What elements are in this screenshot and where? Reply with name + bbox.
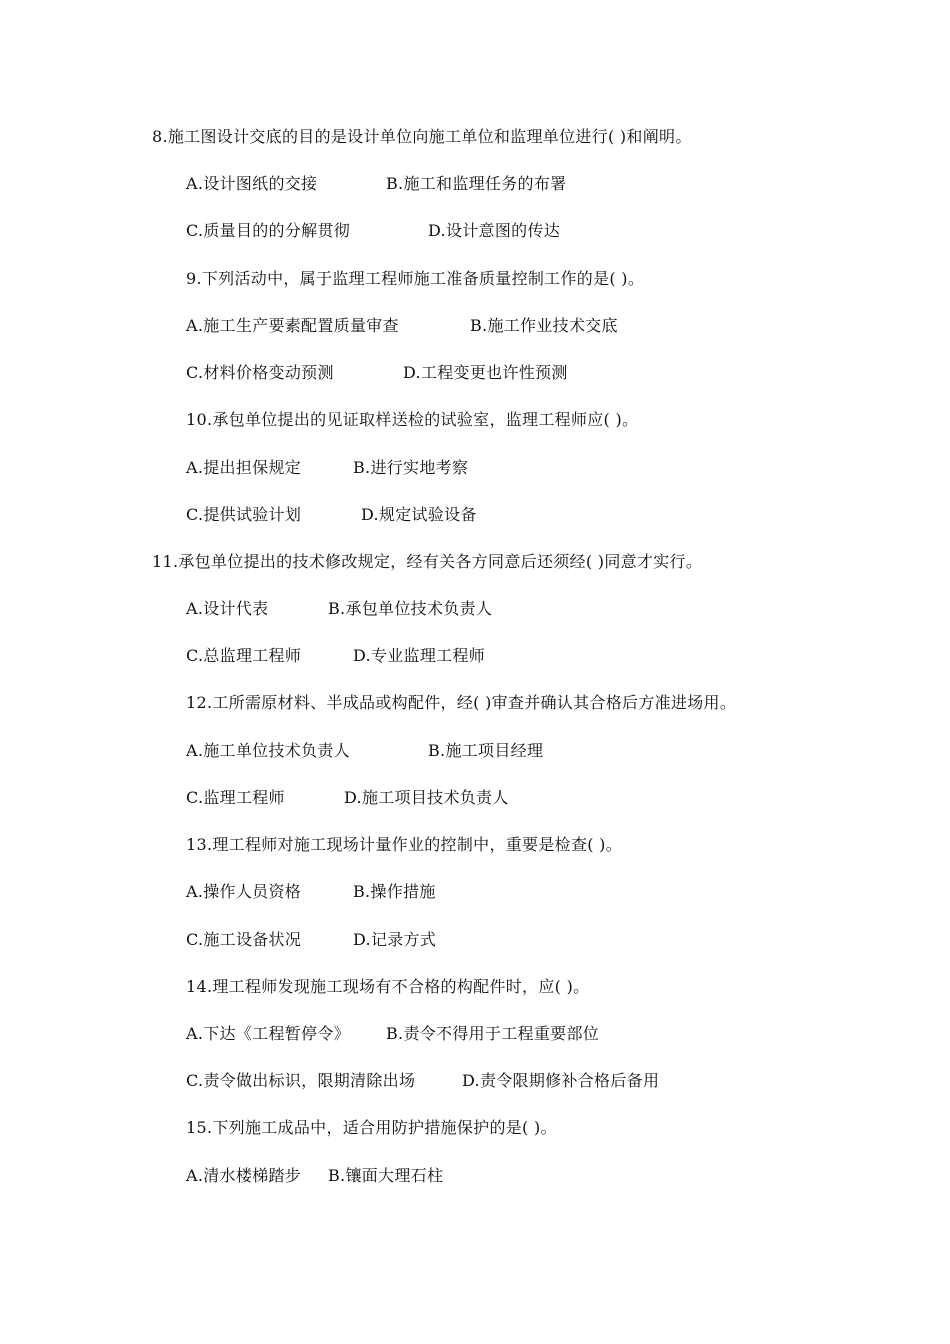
question-11-option-c: C.总监理工程师 <box>186 646 302 665</box>
question-12-stem: 12.工所需原材料、半成品或构配件，经( )审查并确认其合格后方准进场用。 <box>186 693 737 712</box>
question-14-stem: 14.理工程师发现施工现场有不合格的构配件时，应( )。 <box>186 977 590 996</box>
question-13-stem: 13.理工程师对施工现场计量作业的控制中，重要是检查( )。 <box>186 835 623 854</box>
question-15-option-a: A.清水楼梯踏步 <box>186 1166 302 1185</box>
question-12-option-d: D.施工项目技术负责人 <box>344 788 509 807</box>
question-13-option-a: A.操作人员资格 <box>186 882 302 901</box>
question-14-option-c: C.责令做出标识，限期清除出场 <box>186 1071 416 1090</box>
question-9-option-a: A.施工生产要素配置质量审查 <box>186 316 399 335</box>
question-9-stem: 9.下列活动中，属于监理工程师施工准备质量控制工作的是( )。 <box>186 269 645 288</box>
question-10-option-d: D.规定试验设备 <box>361 505 477 524</box>
question-8-option-d: D.设计意图的传达 <box>428 221 561 240</box>
question-12-option-c: C.监理工程师 <box>186 788 285 807</box>
question-9-option-c: C.材料价格变动预测 <box>186 363 334 382</box>
question-12-option-b: B.施工项目经理 <box>428 741 544 760</box>
question-11-option-b: B.承包单位技术负责人 <box>328 599 493 618</box>
question-10-stem: 10.承包单位提出的见证取样送检的试验室，监理工程师应( )。 <box>186 410 639 429</box>
question-11-stem: 11.承包单位提出的技术修改规定，经有关各方同意后还须经( )同意才实行。 <box>152 552 703 571</box>
question-11-option-d: D.专业监理工程师 <box>353 646 486 665</box>
question-8-option-b: B.施工和监理任务的布署 <box>386 174 567 193</box>
question-11-option-a: A.设计代表 <box>186 599 269 618</box>
question-15-option-b: B.镶面大理石柱 <box>328 1166 444 1185</box>
question-15-stem: 15.下列施工成品中，适合用防护措施保护的是( )。 <box>186 1118 557 1137</box>
question-8-option-a: A.设计图纸的交接 <box>186 174 318 193</box>
question-14-option-a: A.下达《工程暂停令》 <box>186 1024 350 1043</box>
question-14-option-d: D.责令限期修补合格后备用 <box>462 1071 660 1090</box>
question-10-option-a: A.提出担保规定 <box>186 458 302 477</box>
question-13-option-d: D.记录方式 <box>353 930 437 949</box>
question-10-option-b: B.进行实地考察 <box>353 458 469 477</box>
question-8-stem: 8.施工图设计交底的目的是设计单位向施工单位和监理单位进行( )和阐明。 <box>152 127 692 146</box>
question-13-option-b: B.操作措施 <box>353 882 436 901</box>
question-9-option-b: B.施工作业技术交底 <box>470 316 618 335</box>
question-10-option-c: C.提供试验计划 <box>186 505 302 524</box>
question-9-option-d: D.工程变更也许性预测 <box>403 363 568 382</box>
question-13-option-c: C.施工设备状况 <box>186 930 302 949</box>
question-14-option-b: B.责令不得用于工程重要部位 <box>386 1024 600 1043</box>
question-12-option-a: A.施工单位技术负责人 <box>186 741 350 760</box>
question-8-option-c: C.质量目的的分解贯彻 <box>186 221 351 240</box>
